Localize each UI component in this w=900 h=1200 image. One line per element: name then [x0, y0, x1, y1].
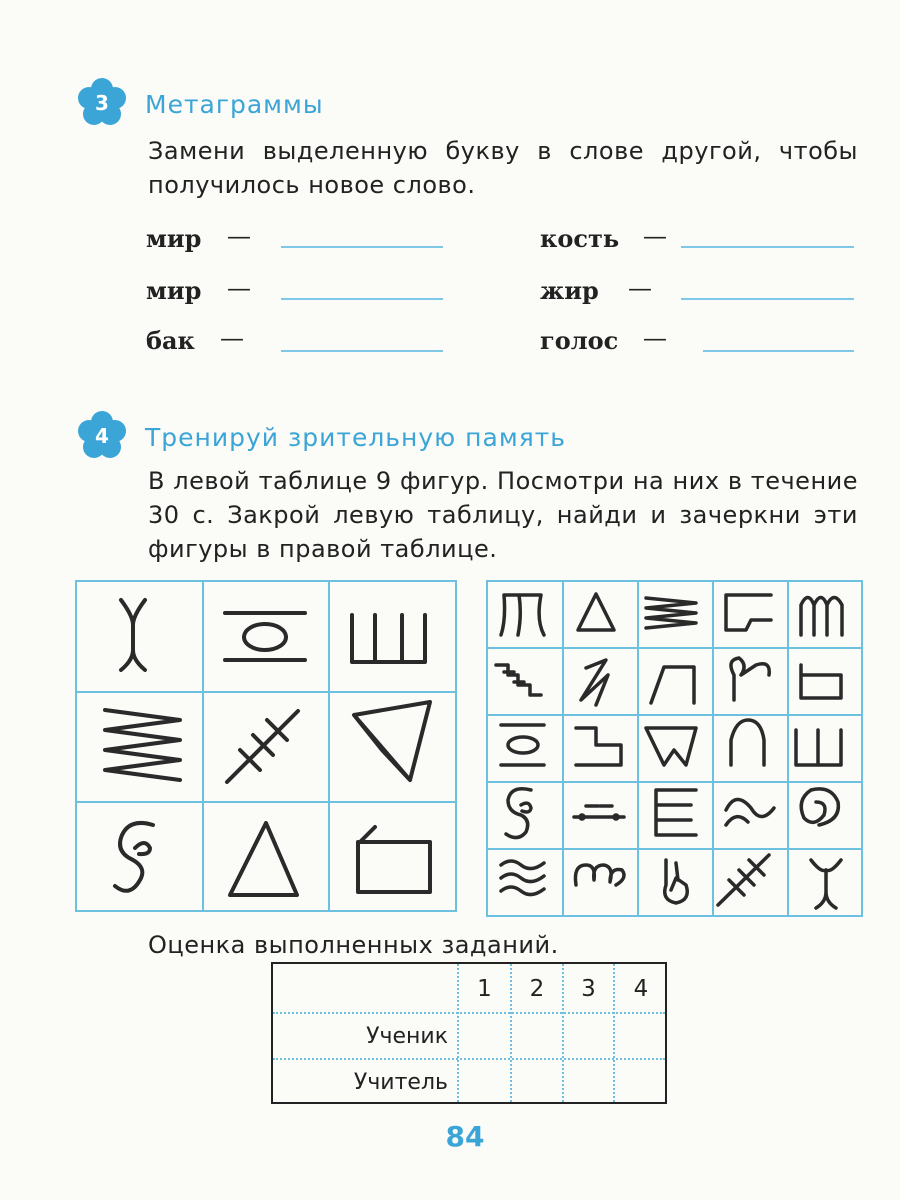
figure-antenna-icon — [121, 600, 145, 670]
figure-circle-lines-icon — [225, 613, 305, 660]
score-cell[interactable] — [512, 1060, 562, 1104]
task-3-instruction: Замени выделенную букву в слове другой, чтобы получилось новое слово. — [148, 137, 858, 199]
score-cell[interactable] — [615, 1014, 665, 1058]
column-header-1: 1 — [477, 976, 492, 1002]
dash: — — [227, 222, 251, 250]
answer-line[interactable] — [281, 350, 443, 352]
right-figures — [486, 580, 863, 917]
row-label-teacher: Учитель — [353, 1070, 448, 1095]
left-figures — [75, 580, 457, 912]
column-header-2: 2 — [529, 976, 545, 1002]
score-cell[interactable] — [564, 1060, 613, 1104]
score-cell[interactable] — [459, 1060, 510, 1104]
figure-double-u-icon — [352, 615, 425, 662]
dash: — — [227, 274, 251, 302]
task-4-instruction: В левой таблице 9 фигур. Посмотри на них в течение 30 с. Закрой левую таблицу, найди и зачеркни эти фигуры в правой таблице. — [148, 467, 858, 563]
svg-text:3: 3 — [95, 91, 109, 115]
task-3-badge-icon — [76, 77, 128, 129]
score-cell[interactable] — [564, 1014, 613, 1058]
svg-text:4: 4 — [95, 424, 109, 448]
dash: — — [220, 324, 244, 352]
dash: — — [643, 222, 667, 250]
figure-triangle-icon — [230, 823, 297, 895]
figure-spiral-icon — [115, 823, 153, 891]
task-4-title: Тренируй зрительную память — [145, 423, 567, 452]
score-cell[interactable] — [512, 1014, 562, 1058]
score-cell[interactable] — [459, 1014, 510, 1058]
figure-zigzag-icon — [105, 710, 180, 780]
task-3-title: Метаграммы — [145, 90, 324, 119]
answer-line[interactable] — [681, 246, 854, 248]
page-number: 84 — [445, 1120, 485, 1153]
word-right-1: кость — [540, 224, 620, 253]
column-header-4: 4 — [633, 976, 649, 1002]
score-cell[interactable] — [615, 1060, 665, 1104]
figure-crossed-line-icon — [227, 711, 298, 782]
dash: — — [628, 274, 652, 302]
answer-line[interactable] — [281, 246, 443, 248]
figure-funnel-icon — [354, 702, 430, 780]
task-4-badge-icon — [76, 410, 128, 462]
evaluation-table — [271, 962, 667, 1104]
answer-line[interactable] — [281, 298, 443, 300]
answer-line[interactable] — [681, 298, 854, 300]
word-left-2: мир — [146, 276, 202, 305]
row-label-student: Ученик — [366, 1024, 448, 1049]
word-left-1: мир — [146, 224, 202, 253]
answer-line[interactable] — [703, 350, 854, 352]
evaluation-title: Оценка выполненных заданий. — [148, 931, 559, 959]
column-header-3: 3 — [581, 976, 596, 1002]
dash: — — [643, 324, 667, 352]
word-left-3: бак — [146, 326, 195, 355]
word-right-3: голос — [540, 326, 619, 355]
figure-box-icon — [358, 827, 430, 892]
word-right-2: жир — [540, 276, 599, 305]
